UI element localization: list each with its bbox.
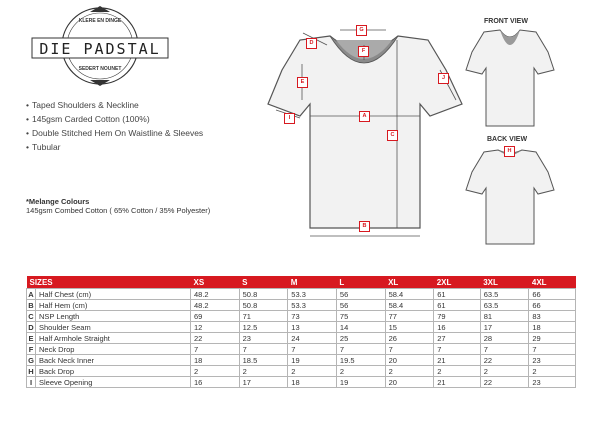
table-cell: 7: [239, 344, 288, 355]
table-row: [27, 344, 576, 355]
table-cell: 7: [288, 344, 337, 355]
marker-b: B: [359, 221, 370, 232]
table-cell: 7: [336, 344, 385, 355]
table-cell: 23: [529, 355, 576, 366]
row-label: Half Hem (cm): [36, 300, 191, 311]
row-label: NSP Length: [36, 311, 191, 322]
table-cell: 66: [529, 289, 576, 300]
row-code: G: [28, 355, 34, 365]
table-cell: 75: [336, 311, 385, 322]
table-cell: 63.5: [480, 289, 529, 300]
row-code: E: [28, 333, 34, 343]
table-cell: 56: [336, 300, 385, 311]
table-cell: 81: [480, 311, 529, 322]
table-cell: 12: [191, 322, 240, 333]
table-cell: 18: [191, 355, 240, 366]
logo-top-text: KLERE EN DINGE: [78, 18, 122, 24]
table-row: [27, 289, 576, 300]
table-cell: 22: [480, 377, 529, 388]
table-cell: 14: [336, 322, 385, 333]
column-header: XL: [385, 276, 434, 289]
table-cell: 53.3: [288, 300, 337, 311]
row-label: Sleeve Opening: [36, 377, 191, 388]
table-cell: 20: [385, 377, 434, 388]
column-header: XS: [191, 276, 240, 289]
table-cell: 2: [336, 366, 385, 377]
marker-f: F: [358, 46, 369, 57]
table-cell: 22: [191, 333, 240, 344]
melange-text: 145gsm Combed Cotton ( 65% Cotton / 35% Polyester): [26, 206, 211, 215]
column-header: S: [239, 276, 288, 289]
table-cell: 73: [288, 311, 337, 322]
marker-c: C: [387, 130, 398, 141]
table-cell: 2: [529, 366, 576, 377]
table-cell: 22: [480, 355, 529, 366]
table-cell: 63.5: [480, 300, 529, 311]
row-code: F: [27, 344, 36, 355]
table-cell: 20: [385, 355, 434, 366]
table-cell: 18: [529, 322, 576, 333]
row-label: Shoulder Seam: [36, 322, 191, 333]
table-body: [27, 289, 576, 388]
table-cell: 21: [434, 355, 481, 366]
logo-bottom-text: SEDERT NOUNET: [78, 66, 122, 72]
table-cell: 50.8: [239, 289, 288, 300]
table-row: [27, 355, 576, 366]
table-cell: 17: [239, 377, 288, 388]
marker-j: J: [438, 73, 449, 84]
table-cell: 58.4: [385, 289, 434, 300]
table-cell: 23: [529, 377, 576, 388]
row-label: Neck Drop: [36, 344, 191, 355]
row-label: Back Neck Inner: [36, 355, 191, 366]
table-cell: 48.2: [191, 289, 240, 300]
table-cell: 58.4: [385, 300, 434, 311]
table-cell: 2: [191, 366, 240, 377]
table-cell: 21: [434, 377, 481, 388]
column-header: L: [336, 276, 385, 289]
table-cell: 71: [239, 311, 288, 322]
row-code: A: [28, 289, 34, 299]
table-cell: 27: [434, 333, 481, 344]
front-view-label: FRONT VIEW: [484, 18, 528, 25]
table-cell: 7: [529, 344, 576, 355]
table-cell: 16: [191, 377, 240, 388]
table-cell: 24: [288, 333, 337, 344]
marker-i: I: [284, 113, 295, 124]
table-row: [27, 300, 576, 311]
table-header-row: [27, 276, 576, 289]
table-cell: 2: [480, 366, 529, 377]
row-code: D: [28, 322, 34, 332]
table-cell: 77: [385, 311, 434, 322]
row-label: Half Chest (cm): [36, 289, 191, 300]
table-cell: 53.3: [288, 289, 337, 300]
row-label: Half Armhole Straight: [36, 333, 191, 344]
column-header: 3XL: [480, 276, 529, 289]
marker-h: H: [504, 146, 515, 157]
table-cell: 19: [336, 377, 385, 388]
table-cell: 18.5: [239, 355, 288, 366]
table-cell: 7: [191, 344, 240, 355]
table-cell: 23: [239, 333, 288, 344]
column-header: SIZES: [27, 276, 191, 289]
table-cell: 48.2: [191, 300, 240, 311]
table-cell: 2: [385, 366, 434, 377]
column-header: 4XL: [529, 276, 576, 289]
size-chart-table: [26, 276, 576, 388]
back-view-label: BACK VIEW: [487, 136, 528, 143]
column-header: M: [288, 276, 337, 289]
column-header: 2XL: [434, 276, 481, 289]
table-cell: 12.5: [239, 322, 288, 333]
row-code: B: [28, 300, 34, 310]
table-cell: 2: [288, 366, 337, 377]
marker-e: E: [297, 77, 308, 88]
table-cell: 25: [336, 333, 385, 344]
melange-title: *Melange Colours: [26, 197, 90, 206]
table-row: [27, 322, 576, 333]
table-cell: 19: [288, 355, 337, 366]
marker-d: D: [306, 38, 317, 49]
back-view-icon: [466, 150, 554, 244]
table-cell: 13: [288, 322, 337, 333]
feature-item: • Tubular: [26, 142, 226, 153]
table-cell: 69: [191, 311, 240, 322]
logo-wordmark: DIE PADSTAL: [39, 40, 161, 58]
table-cell: 26: [385, 333, 434, 344]
table-cell: 56: [336, 289, 385, 300]
table-row: [27, 333, 576, 344]
table-cell: 16: [434, 322, 481, 333]
table-cell: 28: [480, 333, 529, 344]
row-code: C: [28, 311, 34, 321]
table-cell: 18: [288, 377, 337, 388]
tshirt-main-icon: [268, 36, 462, 228]
table-cell: 61: [434, 300, 481, 311]
marker-g: G: [356, 25, 367, 36]
feature-item: • 145gsm Carded Cotton (100%): [26, 114, 226, 125]
table-cell: 83: [529, 311, 576, 322]
table-cell: 50.8: [239, 300, 288, 311]
feature-item: • Double Stitched Hem On Waistline & Sleeves: [26, 128, 226, 139]
table-cell: 79: [434, 311, 481, 322]
table-cell: 19.5: [336, 355, 385, 366]
table-cell: 2: [239, 366, 288, 377]
table-cell: 7: [385, 344, 434, 355]
table-row: [27, 366, 576, 377]
row-label: Back Drop: [36, 366, 191, 377]
table-row: [27, 377, 576, 388]
table-cell: 61: [434, 289, 481, 300]
row-code: H: [28, 366, 34, 376]
table-row: [27, 311, 576, 322]
table-cell: 7: [480, 344, 529, 355]
feature-item: • Taped Shoulders & Neckline: [26, 100, 226, 111]
table-cell: 29: [529, 333, 576, 344]
table-cell: 15: [385, 322, 434, 333]
table-cell: 66: [529, 300, 576, 311]
marker-a: A: [359, 111, 370, 122]
row-code: I: [27, 377, 36, 388]
table-cell: 17: [480, 322, 529, 333]
table-cell: 2: [434, 366, 481, 377]
table-cell: 7: [434, 344, 481, 355]
